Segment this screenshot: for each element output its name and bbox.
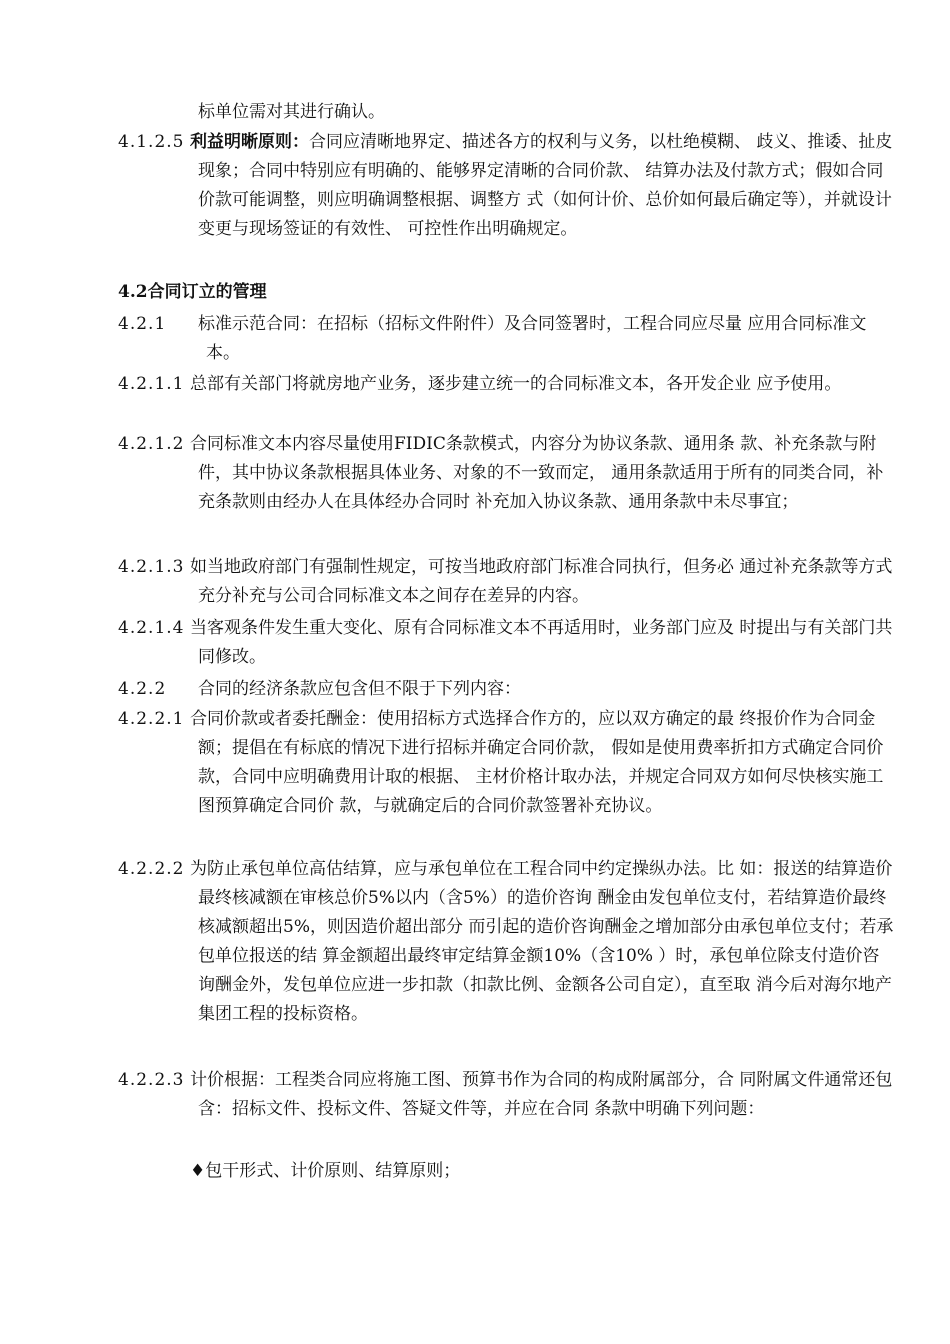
- clause-number: 4.2.1.2: [118, 434, 185, 454]
- continuation-text: 标单位需对其进行确认。: [198, 102, 385, 122]
- clause-4-2-2-1: [118, 705, 896, 821]
- clause-text: 合同的经济条款应包含但不限于下列内容：: [198, 679, 521, 699]
- clause-text: 合同标准文本内容尽量使用FIDIC条款模式，内容分为协议条款、通用条 款、补充条款与附件，其中协议条款根据具体业务、对象的不一致而定， 通用条款适用于所有的同类合同，补充条款则由经办人在具体经办合同时 补充加入协议条款、通用条款中未尽事宜；: [190, 434, 884, 512]
- clause-number: 4.2.2.2: [118, 859, 185, 879]
- clause-number: 4.2.2: [118, 679, 167, 699]
- clause-number: 4.2.2.1: [118, 709, 185, 729]
- clause-bold-lead: 利益明晰原则：: [190, 132, 309, 152]
- clause-4-2-1-3: [118, 553, 896, 611]
- clause-text: 标准示范合同：在招标（招标文件附件）及合同签署时，工程合同应尽量 应用合同标准文本。: [198, 314, 867, 363]
- clause-text: 当客观条件发生重大变化、原有合同标准文本不再适用时，业务部门应及 时提出与有关部门共同修改。: [190, 618, 893, 667]
- clause-text: 总部有关部门将就房地产业务，逐步建立统一的合同标准文本，各开发企业 应予使用。: [190, 374, 842, 394]
- clause-4-2-2-3: [118, 1066, 896, 1124]
- clause-text: 为防止承包单位高估结算，应与承包单位在工程合同中约定操纵办法。比 如：报送的结算造价最终核减额在审核总价5%以内（含5%）的造价咨询 酬金由发包单位支付，若结算造价最终核减额超出5%，则因造价超出部分 而引起的造价咨询酬金之增加部分由承包单位支付；若承包单位报送的结 算金额超出最终审定结算金额10%（含10% ）时，承包单位除支付造价咨 询酬金外，发包单位应进一步扣款（扣款比例、金额各公司自定），直至取 消今后对海尔地产集团工程的投标资格。: [190, 859, 894, 1024]
- clause-4-2-1-4: [118, 614, 896, 672]
- clause-4-1-2-5: [118, 128, 896, 244]
- bullet-text: 包干形式、计价原则、结算原则；: [205, 1161, 461, 1181]
- clause-number: 4.2.1.4: [118, 618, 185, 638]
- section-heading-text: 4.2合同订立的管理: [118, 282, 267, 302]
- clause-text: 合同应清晰地界定、描述各方的权利与义务，以杜绝模糊、 歧义、推诿、扯皮现象；合同中特别应有明确的、能够界定清晰的合同价款、 结算办法及付款方式；假如合同价款可能调整，则应明确调整根据、调整方 式（如何计价、总价如何最后确定等），并就设计变更与现场签证的有效性、 可控性作出明确规定。: [198, 132, 893, 239]
- clause-4-2-1: [118, 310, 896, 368]
- clause-number: 4.1.2.5: [118, 132, 185, 152]
- clause-text: 如当地政府部门有强制性规定，可按当地政府部门标准合同执行，但务必 通过补充条款等方式充分补充与公司合同标准文本之间存在差异的内容。: [190, 557, 893, 606]
- clause-4-2-1-2: [118, 430, 896, 517]
- bullet-item: [190, 1157, 460, 1186]
- clause-text: 合同价款或者委托酬金：使用招标方式选择合作方的，应以双方确定的最 终报价作为合同金额；提倡在有标底的情况下进行招标并确定合同价款， 假如是使用费率折扣方式确定合同价款，合同中应明确费用计取的根据、 主材价格计取办法，并规定合同双方如何尽快核实施工图预算确定合同价 款，与就确定后的合同价款签署补充协议。: [190, 709, 884, 816]
- clause-text: 计价根据：工程类合同应将施工图、预算书作为合同的构成附属部分，合 同附属文件通常还包含：招标文件、投标文件、答疑文件等，并应在合同 条款中明确下列问题：: [190, 1070, 893, 1119]
- clause-number: 4.2.2.3: [118, 1070, 185, 1090]
- clause-number: 4.2.1.1: [118, 374, 185, 394]
- clause-number: 4.2.1.3: [118, 557, 185, 577]
- clause-number: 4.2.1: [118, 314, 167, 334]
- clause-4-2-1-1: [118, 370, 896, 399]
- diamond-bullet-icon: ♦: [190, 1161, 206, 1181]
- section-heading: [118, 278, 896, 307]
- clause-4-2-2: [118, 675, 896, 704]
- clause-4-2-2-2: [118, 855, 896, 1029]
